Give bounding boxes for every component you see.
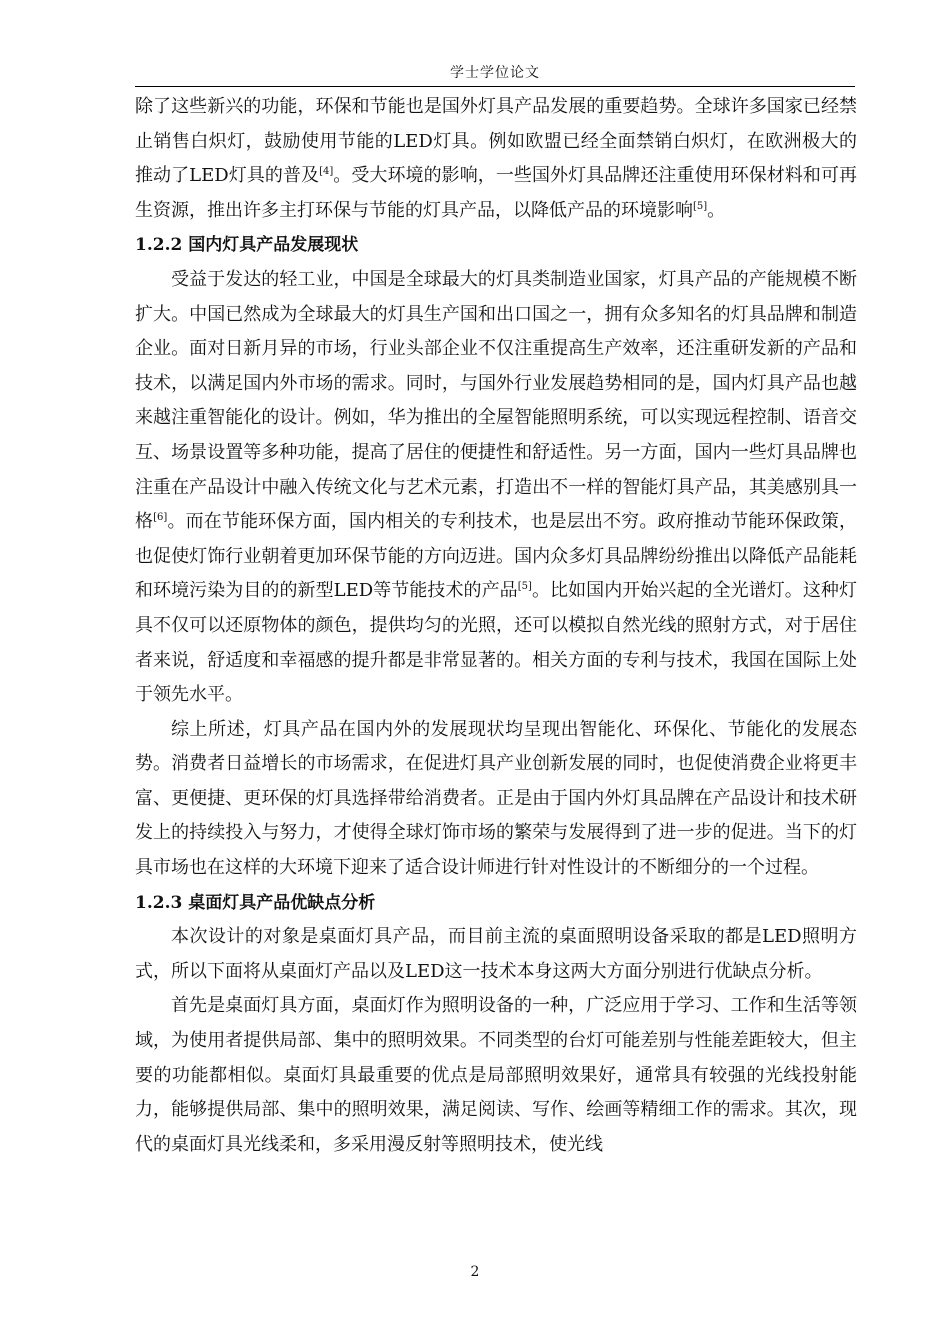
text-run: 首先是桌面灯具方面，桌面灯作为照明设备的一种，广泛应用于学习、工作和生活等领域，为使用者提供局部、集中的照明效果。不同类型的台灯可能差别与性能差距较大，但主要的功能都相似。桌面灯具最重要的优点是局部照明效果好，通常具有较强的光线投射能力，能够提供局部、集中的照明效果，满足阅读、写作、绘画等精细工作的需求。其次，现代的桌面灯具光线柔和，多采用漫反射等照明技术，使光线 [135,995,857,1155]
running-header: 学士学位论文 [450,65,540,81]
text-run: 。 [707,199,726,221]
body-paragraph [135,920,857,989]
text-run: 。受大环境的影响，一些国外灯具品牌还注重使用环保材料和可再生资源，推出许多主打环保与节能的灯具产品，以降低产品的环境影响 [135,165,857,221]
page-body [135,90,857,1162]
section-heading [135,228,857,263]
text-run: 受益于发达的轻工业，中国是全球最大的灯具类制造业国家，灯具产品的产能规模不断扩大。中国已然成为全球最大的灯具生产国和出口国之一，拥有众多知名的灯具品牌和制造企业。面对日新月异的市场，行业头部企业不仅注重提高生产效率，还注重研发新的产品和技术，以满足国内外市场的需求。同时，与国外行业发展趋势相同的是，国内灯具产品也越来越注重智能化的设计。例如，华为推出的全屋智能照明系统，可以实现远程控制、语音交互、场景设置等多种功能，提高了居住的便捷性和舒适性。另一方面，国内一些灯具品牌也注重在产品设计中融入传统文化与艺术元素，打造出不一样的智能灯具产品，其美感别具一格 [135,268,857,533]
text-run: 本次设计的对象是桌面灯具产品，而目前主流的桌面照明设备采取的都是LED照明方式，所以下面将从桌面灯产品以及LED这一技术本身这两大方面分别进行优缺点分析。 [135,926,857,982]
section-heading [135,886,857,921]
citation-ref: [5] [517,581,532,593]
body-paragraph [135,90,857,228]
body-paragraph [135,713,857,886]
text-run: 。比如国内开始兴起的全光谱灯。这种灯具不仅可以还原物体的颜色，提供均匀的光照，还可以模拟自然光线的照射方式，对于居住者来说，舒适度和幸福感的提升都是非常显著的。相关方面的专利与技术，我国在国际上处于领先水平。 [135,580,857,706]
header-divider [135,86,855,87]
text-run: 综上所述，灯具产品在国内外的发展现状均呈现出智能化、环保化、节能化的发展态势。消费者日益增长的市场需求，在促进灯具产业创新发展的同时，也促使消费企业将更丰富、更便捷、更环保的灯具选择带给消费者。正是由于国内外灯具品牌在产品设计和技术研发上的持续投入与努力，才使得全球灯饰市场的繁荣与发展得到了进一步的促进。当下的灯具市场也在这样的大环境下迎来了适合设计师进行针对性设计的不断细分的一个过程。 [135,718,857,879]
body-paragraph [135,989,857,1162]
citation-ref: [5] [693,200,708,212]
citation-ref: [6] [153,512,168,524]
text-run: 1.2.2 国内灯具产品发展现状 [135,235,359,256]
text-run: 。而在节能环保方面，国内相关的专利技术，也是层出不穷。政府推动节能环保政策，也促使灯饰行业朝着更加环保节能的方向迈进。国内众多灯具品牌纷纷推出以降低产品能耗和环境污染为目的的新型LED等节能技术的产品 [135,511,858,602]
text-run: 1.2.3 桌面灯具产品优缺点分析 [135,892,376,913]
text-run: 除了这些新兴的功能，环保和节能也是国外灯具产品发展的重要趋势。全球许多国家已经禁止销售白炽灯，鼓励使用节能的LED灯具。例如欧盟已经全面禁销白炽灯，在欧洲极大的推动了LED灯具的普及 [135,96,857,187]
page-number: 2 [470,1264,480,1280]
body-paragraph [135,263,857,713]
citation-ref: [4] [319,166,334,178]
